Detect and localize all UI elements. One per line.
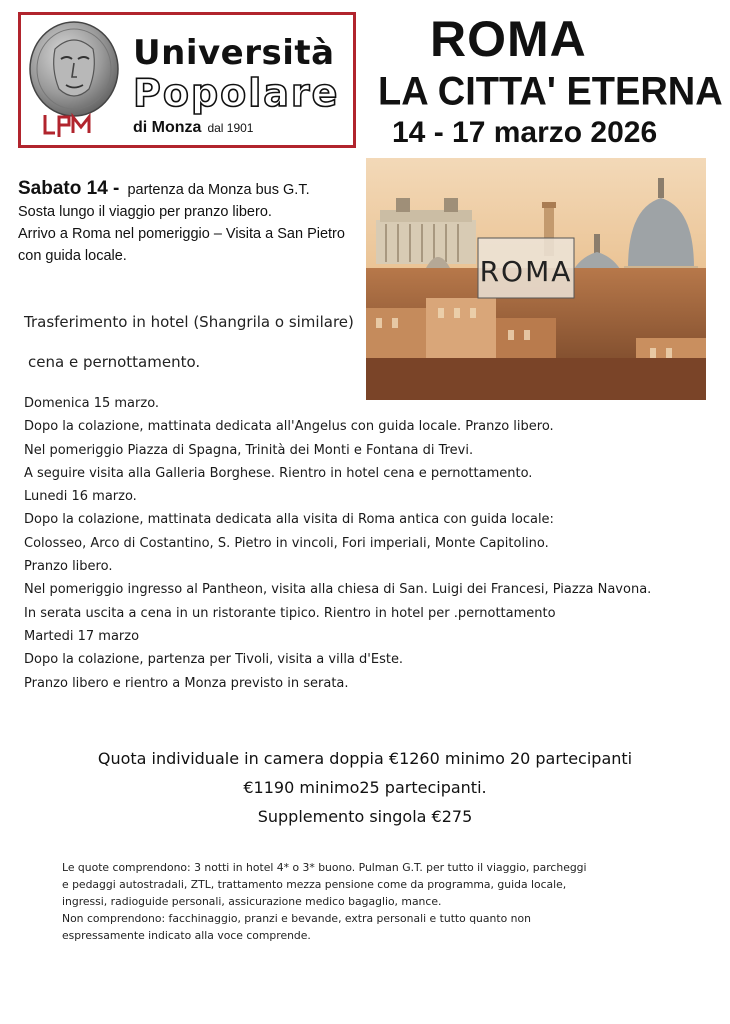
intro-text bbox=[18, 178, 363, 267]
intro-line: Sosta lungo il viaggio per pranzo libero. bbox=[18, 204, 272, 220]
transfer-line: cena e pernottamento. bbox=[28, 353, 201, 371]
trip-dates: 14 - 17 marzo 2026 bbox=[392, 116, 658, 149]
notes-line: e pedaggi autostradali, ZTL, trattamento mezza pensione come da programma, guida locale, bbox=[62, 878, 567, 891]
upm-mark-icon bbox=[41, 111, 97, 141]
itinerary-line: Lunedi 16 marzo. bbox=[24, 489, 137, 505]
itinerary-line: A seguire visita alla Galleria Borghese. Rientro in hotel cena e pernottamento. bbox=[24, 465, 533, 481]
transfer-line: Trasferimento in hotel (Shangrila o similare) bbox=[24, 313, 354, 331]
intro-line: con guida locale. bbox=[18, 248, 127, 264]
rome-skyline-photo bbox=[366, 158, 706, 400]
price-line: Quota individuale in camera doppia €1260 minimo 20 partecipanti bbox=[97, 749, 633, 768]
itinerary bbox=[24, 392, 714, 695]
photo-label: ROMA bbox=[479, 255, 573, 288]
logo-monza: di Monza bbox=[133, 119, 202, 136]
intro-departure: partenza da Monza bus G.T. bbox=[127, 182, 310, 198]
notes-line: espressamente indicato alla voce comprende. bbox=[62, 929, 311, 942]
logo-line-monza bbox=[133, 119, 253, 137]
coin-face-icon bbox=[27, 19, 121, 119]
itinerary-line: Nel pomeriggio ingresso al Pantheon, visita alla chiesa di San. Luigi dei Francesi, Piazza Navona. bbox=[24, 582, 652, 598]
itinerary-line: Dopo la colazione, mattinata dedicata alla visita di Roma antica con guida locale: bbox=[24, 512, 554, 528]
terms-notes bbox=[62, 859, 692, 944]
itinerary-line: Pranzo libero. bbox=[24, 559, 113, 575]
page-title: ROMA bbox=[430, 11, 587, 67]
itinerary-line: Dopo la colazione, partenza per Tivoli, visita a villa d'Este. bbox=[24, 652, 404, 668]
notes-line: ingressi, radioguide personali, assicurazione medico bagaglio, mance. bbox=[62, 895, 442, 908]
intro-line: Arrivo a Roma nel pomeriggio – Visita a San Pietro bbox=[18, 226, 345, 242]
itinerary-line: Pranzo libero e rientro a Monza previsto in serata. bbox=[24, 675, 349, 691]
logo-line-universita: Università bbox=[133, 33, 335, 73]
logo-line-popolare: Popolare bbox=[133, 71, 340, 115]
page-subtitle: LA CITTA' ETERNA bbox=[378, 70, 723, 115]
intro-first-line bbox=[18, 178, 363, 201]
notes-line: Non comprendono: facchinaggio, pranzi e bevande, extra personali e tutto quanto non bbox=[62, 912, 531, 925]
price-block bbox=[0, 744, 730, 831]
intro-day: Sabato 14 - bbox=[18, 178, 120, 199]
itinerary-line: Dopo la colazione, mattinata dedicata all'Angelus con guida locale. Pranzo libero. bbox=[24, 419, 554, 435]
itinerary-line: Colosseo, Arco di Costantino, S. Pietro in vincoli, Fori imperiali, Monte Capitolino. bbox=[24, 535, 549, 551]
itinerary-line: In serata uscita a cena in un ristorante tipico. Rientro in hotel per .pernottamento bbox=[24, 605, 556, 621]
logo bbox=[18, 12, 356, 148]
itinerary-line: Nel pomeriggio Piazza di Spagna, Trinità dei Monti e Fontana di Trevi. bbox=[24, 442, 474, 458]
price-line: Supplemento singola €275 bbox=[257, 807, 473, 826]
price-line: €1190 minimo25 partecipanti. bbox=[243, 778, 487, 797]
logo-since: dal 1901 bbox=[207, 121, 254, 135]
itinerary-line: Martedi 17 marzo bbox=[24, 628, 140, 644]
notes-line: Le quote comprendono: 3 notti in hotel 4* o 3* buono. Pulman G.T. per tutto il viaggio, parcheggi bbox=[62, 861, 587, 874]
itinerary-line: Domenica 15 marzo. bbox=[24, 396, 160, 411]
